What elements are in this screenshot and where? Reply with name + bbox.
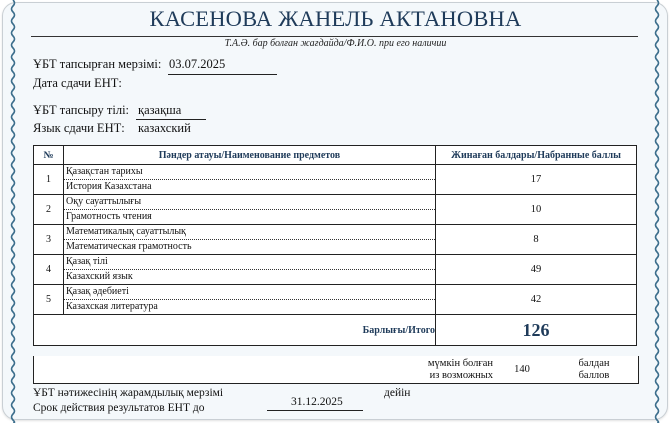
table-row	[34, 195, 637, 225]
subject-score: 49	[436, 255, 637, 285]
subject-cell	[64, 285, 436, 315]
subject-cell	[64, 165, 436, 195]
table-header-row	[34, 146, 637, 165]
possible-unit-kz: балдан	[578, 358, 610, 369]
exam-language-underline	[136, 119, 206, 120]
possible-label	[389, 358, 493, 382]
exam-language-value-kz: қазақша	[138, 103, 182, 117]
exam-date-label-ru: Дата сдачи ЕНТ:	[33, 76, 122, 90]
subject-name-ru: Математическая грамотность	[66, 241, 192, 252]
left-wavy-border	[9, 0, 17, 423]
right-wavy-border	[653, 0, 661, 423]
table-row	[34, 165, 637, 195]
name-underline	[31, 36, 638, 37]
subject-name-kz: Математикалық сауаттылық	[64, 225, 435, 240]
subject-name-kz: Оқу сауаттылығы	[64, 195, 435, 210]
row-num: 2	[34, 195, 64, 225]
validity-underline	[267, 410, 363, 411]
table-row	[34, 285, 637, 315]
subject-name-ru: Грамотность чтения	[66, 211, 152, 222]
subject-score: 8	[436, 225, 637, 255]
subject-score: 17	[436, 165, 637, 195]
subject-cell	[64, 195, 436, 225]
validity-label-ru: Срок действия результатов ЕНТ до	[33, 402, 205, 414]
subject-name-ru: Казахский язык	[66, 271, 133, 282]
validity-suffix: дейін	[384, 387, 411, 399]
name-caption: Т.А.Ә. бар болған жағдайда/Ф.И.О. при его наличии	[224, 38, 447, 49]
row-num: 3	[34, 225, 64, 255]
possible-score-row	[33, 356, 639, 384]
possible-unit	[574, 358, 614, 382]
subjects-table	[33, 145, 637, 346]
row-num: 5	[34, 285, 64, 315]
total-row	[34, 315, 637, 346]
row-num: 1	[34, 165, 64, 195]
header-subject: Пәндер атауы/Наименование предметов	[64, 146, 436, 165]
subject-score: 10	[436, 195, 637, 225]
subject-name-ru: Казахская литература	[66, 301, 158, 312]
exam-language-value-ru: казахский	[138, 121, 191, 135]
subject-cell	[64, 225, 436, 255]
possible-unit-ru: баллов	[578, 370, 610, 381]
exam-language-label-kz: ҰБТ тапсыру тілі:	[33, 103, 130, 117]
exam-date-label-kz: ҰБТ тапсырған мерзімі:	[33, 57, 162, 71]
exam-date-value: 03.07.2025	[169, 57, 226, 71]
header-score: Жинаған балдары/Набранные баллы	[436, 146, 637, 165]
subject-name-kz: Қазақ тілі	[64, 255, 435, 270]
full-name-title: КАСЕНОВА ЖАНЕЛЬ АКТАНОВНА	[149, 6, 522, 31]
total-value: 126	[436, 315, 637, 346]
table-row	[34, 255, 637, 285]
possible-label-ru: из возможных	[429, 370, 493, 381]
possible-value: 140	[514, 364, 530, 375]
subject-name-kz: Қазақстан тарихы	[64, 165, 435, 180]
subject-name-ru: История Казахстана	[66, 181, 152, 192]
subject-cell	[64, 255, 436, 285]
exam-date-underline	[168, 74, 277, 75]
validity-value: 31.12.2025	[291, 396, 343, 408]
total-label: Барлығы/Итого	[34, 315, 436, 346]
subject-name-kz: Қазақ әдебиеті	[64, 285, 435, 300]
validity-label-kz: ҰБТ нәтижесінің жарамдылық мерзімі	[33, 387, 224, 399]
header-num: №	[34, 146, 64, 165]
possible-label-kz: мүмкін болған	[427, 358, 493, 369]
row-num: 4	[34, 255, 64, 285]
table-row	[34, 225, 637, 255]
subject-score: 42	[436, 285, 637, 315]
exam-language-label-ru: Язык сдачи ЕНТ:	[33, 121, 125, 135]
